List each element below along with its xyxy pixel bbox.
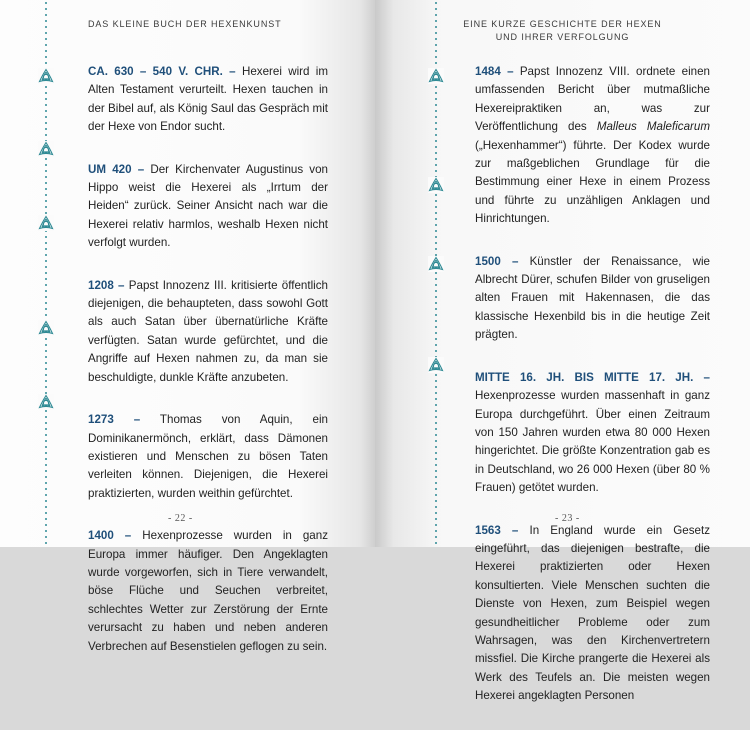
entry-text: Thomas von Aquin, ein Dominikanermönch, erklärt, dass Dämonen existieren und Menschen zu bösen Taten verleiten können. Diejenigen, die Hexerei praktizierten, wurden weithin gefürchtet. [88,413,329,500]
margin-dot [45,110,47,112]
margin-dot [435,236,437,238]
margin-dot [45,32,47,34]
margin-dot [45,500,47,502]
margin-dot [435,440,437,442]
margin-dot [435,98,437,100]
margin-dot [435,530,437,532]
triquetra-knot-icon [38,394,54,410]
triquetra-knot-icon [428,357,444,373]
margin-dot [435,290,437,292]
running-head-line-1: EINE KURZE GESCHICHTE DER HEXEN [463,19,662,29]
margin-dot [435,494,437,496]
margin-dot [435,320,437,322]
margin-dot [435,518,437,520]
margin-dot [45,290,47,292]
margin-dot [45,482,47,484]
margin-dot [435,284,437,286]
margin-dot [435,110,437,112]
margin-dot [435,302,437,304]
left-page [0,0,375,653]
margin-dot [435,200,437,202]
margin-dot [435,434,437,436]
margin-dot [45,284,47,286]
margin-dot [45,344,47,346]
entry-text-continued: („Hexenhammer“) führte. Der Kodex wurde zur maßgeblichen Grundlage für die Bestimmung einer Hexe in einem Prozess und führte zu unzähligen Anklagen und Hinrichtungen. [475,138,710,226]
margin-dot [435,308,437,310]
book-title-italic: Malleus Maleficarum [596,120,711,134]
margin-dot [45,488,47,490]
margin-dot [45,116,47,118]
running-head-line-2: UND IHRER VERFOLGUNG [495,32,630,42]
margin-dot [435,446,437,448]
triquetra-knot-icon [38,141,54,157]
margin-dot [435,332,437,334]
margin-dot [45,236,47,238]
margin-dot [435,8,437,10]
margin-dot [45,446,47,448]
margin-dot [45,44,47,46]
margin-dot [45,506,47,508]
page-number-right: - 23 - [555,513,580,524]
margin-dot [45,296,47,298]
margin-dot [45,200,47,202]
margin-dot [435,536,437,538]
margin-dot [435,512,437,514]
entry-date: UM 420 – [88,162,145,176]
margin-dot [435,26,437,28]
margin-dot [435,386,437,388]
margin-dot [45,518,47,520]
margin-dot [435,122,437,124]
margin-dot [45,8,47,10]
margin-dot [435,272,437,274]
margin-dot [435,248,437,250]
margin-dot [45,416,47,418]
entry-text: In England wurde ein Gesetz eingeführt, das diejenigen bestrafte, die Hexerei praktizierten oder Hexen konsultierten. Viele Menschen suchten die Dienste von Hexen, zum Beispiel wegen gesundheitlicher Probleme oder zum Wahrsagen, was den Kirchenvertretern missfiel. Die Kirche prangerte die Hexerei als Werk des Teufels an. Die meisten wegen Hexerei angeklagten Personen [475,523,710,703]
margin-dot [45,242,47,244]
timeline-entry [88,411,328,503]
entry-date: 1563 – [475,523,519,537]
entry-text: Der Kirchenvater Augustinus von Hippo weist die Hexerei als „Irrtum der Heiden“ zurück. Seiner Ansicht nach war die Hexerei relativ harmlos, weshalb Hexen nicht verfolgt wurden. [88,162,328,250]
margin-dot [45,260,47,262]
margin-dot [435,452,437,454]
entry-date: 1273 – [88,413,141,427]
margin-dot [435,116,437,118]
margin-dot [45,206,47,208]
margin-dot [435,170,437,172]
margin-dot [435,344,437,346]
margin-dot [435,56,437,58]
triquetra-knot-icon [38,215,54,231]
margin-dot [435,212,437,214]
margin-dot [435,410,437,412]
margin-dot [435,194,437,196]
margin-dot [435,500,437,502]
margin-dot [45,368,47,370]
margin-dot [45,512,47,514]
margin-dot [45,2,47,4]
running-head-right [375,18,750,44]
margin-dot [435,374,437,376]
margin-dot [435,134,437,136]
entry-text: Künstler der Renaissance, wie Albrecht Dürer, schufen Bilder von gruseligen alten Frauen mit Hakennasen, die das klassische Hexenbild bis in die heutige Zeit prägten. [475,254,710,342]
margin-dot [435,164,437,166]
margin-dot [45,62,47,64]
margin-dot [45,164,47,166]
timeline-entry [475,253,710,345]
margin-dot [435,422,437,424]
margin-dot [45,272,47,274]
timeline-entry [475,63,710,229]
triquetra-knot-icon [428,68,444,84]
margin-dot [435,314,437,316]
margin-dot [45,86,47,88]
margin-dot [45,536,47,538]
margin-dot [435,140,437,142]
margin-dot [435,392,437,394]
triquetra-knot-icon [428,256,444,272]
right-page-content [475,63,710,730]
margin-dot [45,176,47,178]
margin-dot [435,20,437,22]
left-page-content [88,63,328,680]
margin-dot [45,188,47,190]
entry-date: 1400 – [88,529,132,543]
margin-dot [45,440,47,442]
margin-dot [45,542,47,544]
margin-dot [45,302,47,304]
margin-dot [435,488,437,490]
margin-dot [45,134,47,136]
timeline-entry [475,369,710,498]
margin-dot [435,44,437,46]
margin-dot [45,38,47,40]
margin-dot [435,326,437,328]
entry-text: Hexenprozesse wurden in ganz Europa immer häufiger. Den Angeklagten wurde vorgeworfen, sich in Tiere verwandelt, böse Flüche und Seuchen verbreitet, schlechtes Wetter zur Zerstörung der Ernte verursacht zu haben und neben anderen Verbrechen auf Besenstielen geflogen zu sein. [88,529,328,653]
entry-date: CA. 630 – 540 V. CHR. – [88,65,236,78]
triquetra-knot-icon [428,177,444,193]
margin-dot [45,374,47,376]
margin-dot [45,50,47,52]
margin-dot [435,152,437,154]
timeline-entry [88,277,328,387]
margin-dot [435,380,437,382]
margin-dot [45,170,47,172]
timeline-entry [88,161,328,253]
margin-dot [45,254,47,256]
margin-dot [45,386,47,388]
margin-dot [45,158,47,160]
margin-dot [45,26,47,28]
margin-dot [45,278,47,280]
timeline-entry [88,527,328,656]
margin-dot [45,428,47,430]
margin-dot [45,524,47,526]
margin-dot [435,404,437,406]
margin-dot [435,476,437,478]
entry-date: MITTE 16. JH. BIS MITTE 17. JH. – [475,370,710,384]
margin-dot [435,524,437,526]
margin-dot [45,212,47,214]
margin-dot [435,218,437,220]
right-page [375,0,750,703]
margin-dot [45,476,47,478]
margin-dot [435,482,437,484]
margin-dot [435,38,437,40]
margin-dot [45,434,47,436]
margin-dot [45,182,47,184]
margin-dot [45,452,47,454]
margin-dot [435,458,437,460]
margin-dot [435,158,437,160]
margin-dot [435,2,437,4]
margin-dot [45,410,47,412]
entry-text: Hexenprozesse wurden massenhaft in ganz Europa durchgeführt. Über einen Zeitraum von 150 Jahren wurden etwa 80 000 Hexen hingerichtet. Die größte Konzentration gab es in Deutschland, wo 26 000 Hexen (über 80 % Frauen) getötet wurden. [475,389,710,495]
margin-dot [45,338,47,340]
margin-dot [435,224,437,226]
margin-dot [435,464,437,466]
margin-dot [435,86,437,88]
margin-dot [45,56,47,58]
margin-dot [45,356,47,358]
margin-dot [45,14,47,16]
margin-dot [435,92,437,94]
margin-dot [45,128,47,130]
entry-text: Papst Innozenz VIII. ordnete einen umfassenden Bericht über mutmaßliche Hexereipraktiken an, was zur Veröffentlichung des [475,65,710,134]
triquetra-knot-icon [38,320,54,336]
margin-dot [45,92,47,94]
margin-dot [45,380,47,382]
entry-date: 1500 – [475,254,519,268]
margin-dot [435,32,437,34]
margin-dot [45,122,47,124]
entry-text: Papst Innozenz III. kritisierte öffentlich diejenigen, die behaupteten, dass sowohl Gott als auch Satan über übernatürliche Kräfte verfügten. Satan wurde gefürchtet, und die Angriffe auf Hexen nahmen zu, da man sie beschuldigte, dunkle Kräfte anzubeten. [88,278,329,384]
margin-dot [435,542,437,544]
margin-dot [435,470,437,472]
margin-dot [435,338,437,340]
margin-dot [435,230,437,232]
timeline-entry [475,522,710,706]
margin-dot [45,20,47,22]
margin-dot [45,104,47,106]
page-number-left: - 22 - [168,513,193,524]
margin-dot [45,314,47,316]
margin-dot [45,248,47,250]
margin-dot [435,416,437,418]
margin-dot [435,428,437,430]
margin-dot [45,266,47,268]
margin-dot [45,194,47,196]
margin-dot [45,470,47,472]
margin-dot [435,398,437,400]
margin-dot [45,422,47,424]
margin-dot [45,458,47,460]
margin-dot [435,206,437,208]
margin-dot [45,464,47,466]
margin-dot [435,14,437,16]
margin-dot [45,530,47,532]
margin-dot [435,278,437,280]
margin-dot [435,350,437,352]
triquetra-knot-icon [38,68,54,84]
entry-text: Hexerei wird im Alten Testament verurteilt. Hexen tauchen in der Bibel auf, als König Saul das Gespräch mit der Hexe von Endor sucht. [88,65,329,134]
margin-dot [45,308,47,310]
margin-dot [435,50,437,52]
margin-dot [435,506,437,508]
margin-dot [435,242,437,244]
margin-dot [45,362,47,364]
margin-dot [435,128,437,130]
margin-dot [435,146,437,148]
timeline-entry [88,63,328,137]
margin-dot [435,62,437,64]
margin-dot [45,494,47,496]
margin-dot [435,104,437,106]
margin-dot [45,98,47,100]
margin-dot [435,296,437,298]
margin-dot [45,350,47,352]
entry-date: 1208 – [88,278,125,292]
entry-date: 1484 – [475,65,514,78]
running-head-left: DAS KLEINE BUCH DER HEXENKUNST [88,19,282,29]
